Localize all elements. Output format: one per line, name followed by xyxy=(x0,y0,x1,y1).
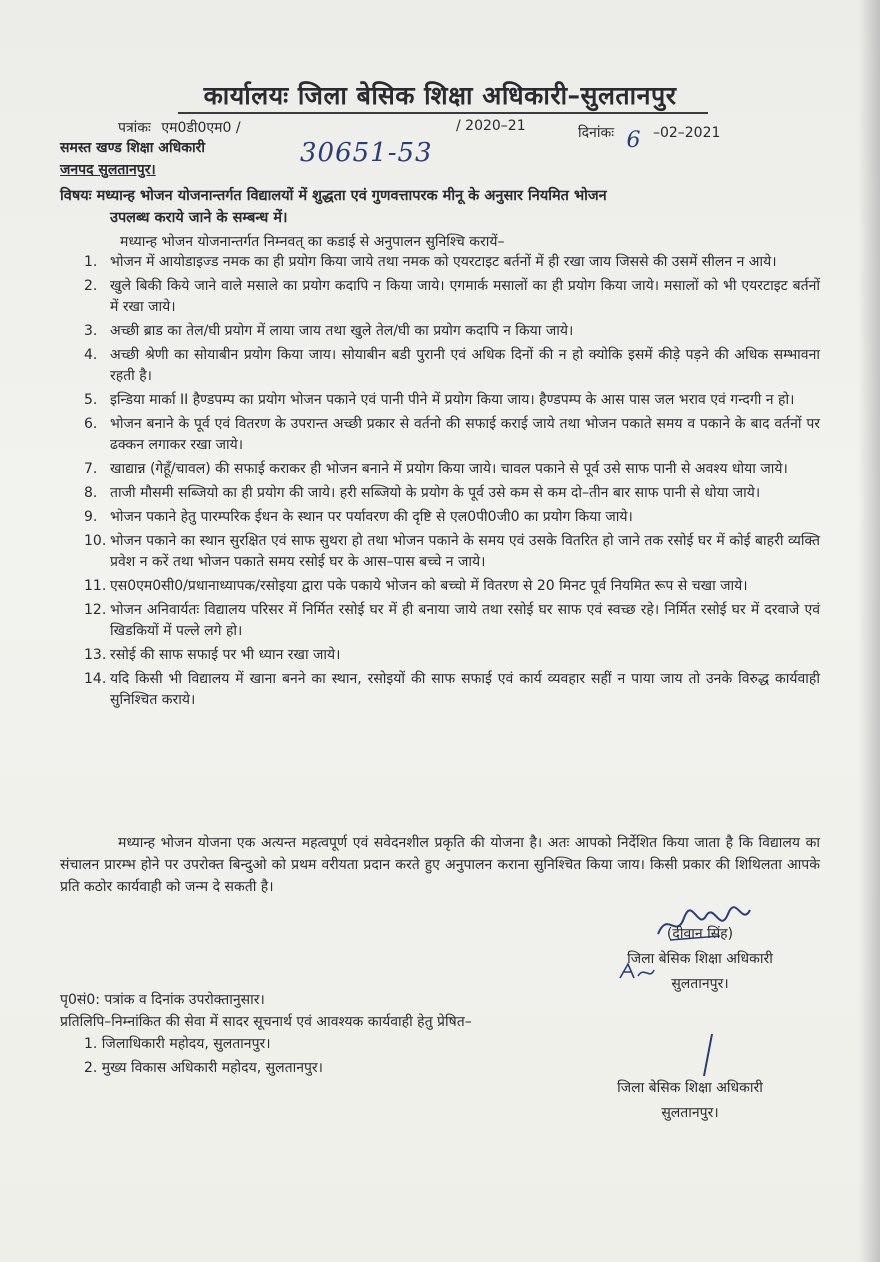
item-number: 2. xyxy=(84,278,98,294)
item-number: 12. xyxy=(84,602,107,618)
addressee-line1: समस्त खण्ड शिक्षा अधिकारी xyxy=(60,140,205,156)
item-number: 10. xyxy=(84,533,107,549)
officer-designation-2: जिला बेसिक शिक्षा अधिकारी xyxy=(617,1080,763,1096)
list-item xyxy=(84,414,820,456)
signature-stroke-icon xyxy=(690,1030,720,1080)
list-item xyxy=(84,645,820,666)
item-text: यदि किसी भी विद्यालय में खाना बनने का स्थान, रसोइयों की साफ सफाई एवं कार्य व्यवहार सहीं न पाया जाय तो उनके विरुद्ध कार्यवाही सुनिश्चित कराये। xyxy=(110,671,820,708)
officer-designation: जिला बेसिक शिक्षा अधिकारी xyxy=(627,951,773,967)
list-item xyxy=(84,276,820,318)
date-label: दिनांकः xyxy=(578,125,615,141)
item-text: अच्छी ब्राड का तेल/घी प्रयोग में लाया जाय तथा खुले तेल/घी का प्रयोग कदापि न किया जाये। xyxy=(110,323,574,339)
item-number: 13. xyxy=(84,647,107,663)
subject-line1: विषयः मध्यान्ह भोजन योजनान्तर्गत विद्यालयों में शुद्धता एवं गुणवत्तापरक मीनू के अनुसार नियमित भोजन xyxy=(60,188,607,204)
item-text: भोजन पकाने का स्थान सुरक्षित एवं साफ सुथरा हो तथा भोजन पकाने के समय एवं उसके वितरित हो जाने तक रसोई घर में कोई बाहरी व्यक्ति प्रवेश न करें तथा भोजन पकाते समय रसोई घर के आस–पास बच्चे न जाये। xyxy=(110,533,820,570)
list-item xyxy=(84,600,820,642)
subject-block xyxy=(60,185,820,229)
officer-place-2: सुलतानपुर। xyxy=(661,1105,719,1121)
item-number: 4. xyxy=(84,347,98,363)
item-number: 9. xyxy=(84,509,98,525)
reference-year: / 2020–21 xyxy=(456,118,526,134)
instructions-intro: मध्यान्ह भोजन योजनान्तर्गत निम्नवत् का कडाई से अनुपालन सुनिश्चि करायें– xyxy=(120,234,505,250)
date-handwritten: 6 xyxy=(626,128,641,153)
list-item xyxy=(84,483,820,504)
recipient-item: 2. मुख्य विकास अधिकारी महोदय, सुलतानपुर। xyxy=(84,1060,323,1076)
subject-line2: उपलब्ध कराये जाने के सम्बन्ध में। xyxy=(110,210,288,226)
item-text: अच्छी श्रेणी का सोयाबीन प्रयोग किया जाय। सोयाबीन बडी पुरानी एवं अधिक दिनों की न हो क्योकि इसमें कीड़े पड़ने की अधिक सम्भावना रहती है। xyxy=(110,347,820,384)
signature-block-2 xyxy=(590,1076,790,1126)
reference-number xyxy=(118,118,241,137)
item-text: भोजन बनाने के पूर्व एवं वितरण के उपरान्त अच्छी प्रकार से वर्तनो की सफाई कराई जाये तथा भोजन पकाते समय व पकाने के बाद वर्तनों पर ढक्कन लगाकर रखा जाये। xyxy=(110,416,820,453)
page-shadow xyxy=(858,0,880,1262)
patrank-label: पत्रांकः xyxy=(118,120,151,136)
endorsement-line2: प्रतिलिपि–निम्नांकित की सेवा में सादर सूचनार्थ एवं आवश्यक कार्यवाही हेतु प्रेषित– xyxy=(60,1014,472,1030)
item-number: 14. xyxy=(84,671,107,687)
list-item xyxy=(84,576,820,597)
item-number: 5. xyxy=(84,392,98,408)
item-number: 11. xyxy=(84,578,107,594)
item-text: इन्डिया मार्का II हैण्डपम्प का प्रयोग भोजन पकाने एवं पानी पीने में प्रयोग किया जाय। हैण्डपम्प के आस पास जल भराव एवं गन्दगी न हो। xyxy=(110,392,795,408)
item-number: 8. xyxy=(84,485,98,501)
item-number: 6. xyxy=(84,416,98,432)
header-underline xyxy=(178,112,708,114)
reference-date xyxy=(578,118,721,153)
item-text: भोजन अनिवार्यतः विद्यालय परिसर में निर्मित रसोई घर में ही बनाया जाये तथा रसोई घर साफ एवं स्वच्छ रहे। निर्मित रसोई घर में दरवाजे एवं खिडकियों में पल्ले लगे हो। xyxy=(110,602,820,639)
officer-place: सुलतानपुर। xyxy=(671,976,729,992)
item-text: खुले बिकी किये जाने वाले मसाले का प्रयोग कदापि न किया जाये। एगमार्क मसालों का ही प्रयोग किया जाये। मसालों को भी एयरटाइट बर्तनों में रखा जाये। xyxy=(110,278,820,315)
list-item xyxy=(84,669,820,711)
endorsement-line1: पृ0सं0: पत्रांक व दिनांक उपरोक्तानुसार। xyxy=(60,992,265,1008)
recipient-list xyxy=(84,1032,323,1080)
item-number: 7. xyxy=(84,461,98,477)
closing-paragraph: मध्यान्ह भोजन योजना एक अत्यन्त महत्वपूर्ण एवं सवेदनशील प्रकृति की योजना है। अतः आपको निर्देशित किया जाता है कि विद्यालय का संचालन प्रारम्भ होने पर उपरोक्त बिन्दुओ को प्रथम वरीयता प्रदान करते हुए अनुपालन कराना सुनिश्चित किया जाय। किसी प्रकार की शिथिलता आपके प्रति कठोर कार्यवाही को जन्म दे सकती है। xyxy=(60,835,820,895)
instruction-list xyxy=(84,252,820,714)
list-item xyxy=(84,345,820,387)
item-text: भोजन में आयोडाइज्ड नमक का ही प्रयोग किया जाये तथा नमक को एयरटाइट बर्तनों में ही रखा जाय जिससे की उसमें सीलन न आये। xyxy=(110,254,777,270)
item-text: खाद्यान्न (गेहूँ/चावल) की सफाई कराकर ही भोजन बनाने में प्रयोग किया जाये। चावल पकाने से पूर्व उसे साफ पानी से अवश्य धोया जाये। xyxy=(110,461,788,477)
item-text: रसोई की साफ सफाई पर भी ध्यान रखा जाये। xyxy=(110,647,341,663)
list-item xyxy=(84,507,820,528)
list-item xyxy=(84,390,820,411)
item-text: भोजन पकाने हेतु पारम्परिक ईधन के स्थान पर पर्यावरण की दृष्टि से एल0पी0जी0 का प्रयोग किया जाये। xyxy=(110,509,633,525)
list-item xyxy=(84,531,820,573)
date-value: –02–2021 xyxy=(652,125,721,141)
recipient-item: 1. जिलाधिकारी महोदय, सुलतानपुर। xyxy=(84,1036,271,1052)
item-number: 3. xyxy=(84,323,98,339)
list-item xyxy=(84,459,820,480)
initials-scribble-icon xyxy=(616,960,656,984)
list-item xyxy=(84,252,820,273)
item-text: एस0एम0सी0/प्रधानाध्यापक/रसोइया द्वारा पके पकाये भोजन को बच्चो में वितरण से 20 मिनट पूर्व नियमित रूप से चखा जाये। xyxy=(110,578,748,594)
addressee-line2: जनपद सुलतानपुर। xyxy=(60,162,156,178)
patrank-value: एम0डी0एम0 / xyxy=(161,120,241,136)
item-number: 1. xyxy=(84,254,98,270)
handwritten-dispatch-number: 30651-53 xyxy=(300,138,433,168)
office-header: कार्यालयः जिला बेसिक शिक्षा अधिकारी–सुलतानपुर xyxy=(203,81,677,110)
item-text: ताजी मौसमी सब्जियो का ही प्रयोग की जाये। हरी सब्जियो के प्रयोग के पूर्व उसे कम से कम दो–तीन बार साफ पानी से धोया जाये। xyxy=(110,485,761,501)
list-item xyxy=(84,321,820,342)
officer-name: (दीवान सिंह) xyxy=(666,926,734,942)
